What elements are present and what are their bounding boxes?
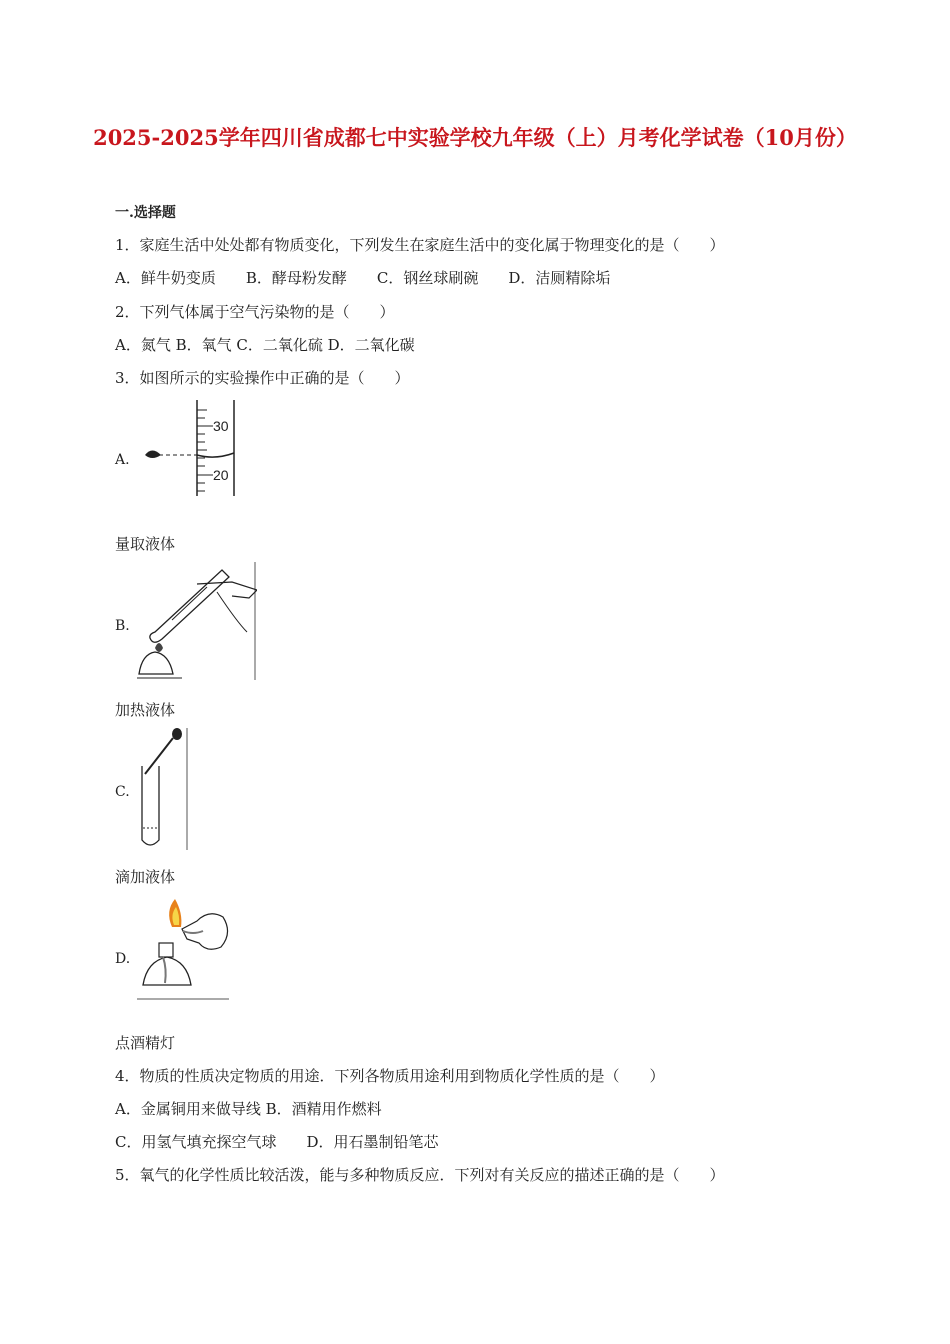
option-b-label: B.	[115, 618, 130, 634]
question-1-options: A．鲜牛奶变质 B．酵母粉发酵 C．钢丝球刷碗 D．洁厕精除垢	[115, 269, 611, 287]
section-heading: 一.选择题	[115, 205, 176, 221]
question-5-stem: 5．氧气的化学性质比较活泼，能与多种物质反应．下列对有关反应的描述正确的是（ ）	[115, 1166, 725, 1184]
scale-label-20: 20	[213, 467, 229, 483]
question-2-options: A．氮气 B．氧气 C．二氧化硫 D．二氧化碳	[115, 336, 415, 354]
question-1-stem: 1．家庭生活中处处都有物质变化，下列发生在家庭生活中的变化属于物理变化的是（ ）	[115, 236, 725, 254]
option-a-label: A.	[115, 452, 130, 468]
option-d-caption: 点酒精灯	[115, 1034, 176, 1052]
alcohol-lamp-figure	[137, 895, 232, 1001]
option-a-caption: 量取液体	[115, 535, 176, 553]
scale-label-30: 30	[213, 418, 229, 434]
question-4-options-cd: C．用氢气填充探空气球 D．用石墨制铅笔芯	[115, 1133, 439, 1151]
question-4-options-ab: A．金属铜用来做导线 B．酒精用作燃料	[115, 1100, 382, 1118]
option-d-label: D.	[115, 951, 131, 967]
graduated-cylinder-figure	[137, 398, 237, 498]
option-c-caption: 滴加液体	[115, 868, 176, 886]
heating-liquid-figure	[137, 562, 257, 680]
question-4-stem: 4．物质的性质决定物质的用途．下列各物质用途利用到物质化学性质的是（ ）	[115, 1067, 665, 1085]
page-title: 2025-2025学年四川省成都七中实验学校九年级（上）月考化学试卷（10月份）	[93, 125, 857, 150]
question-3-stem: 3．如图所示的实验操作中正确的是（ ）	[115, 369, 410, 387]
question-2-stem: 2．下列气体属于空气污染物的是（ ）	[115, 303, 395, 321]
option-c-label: C.	[115, 784, 130, 800]
option-b-caption: 加热液体	[115, 701, 176, 719]
eye-icon	[145, 451, 161, 459]
dropping-liquid-figure	[137, 728, 197, 850]
